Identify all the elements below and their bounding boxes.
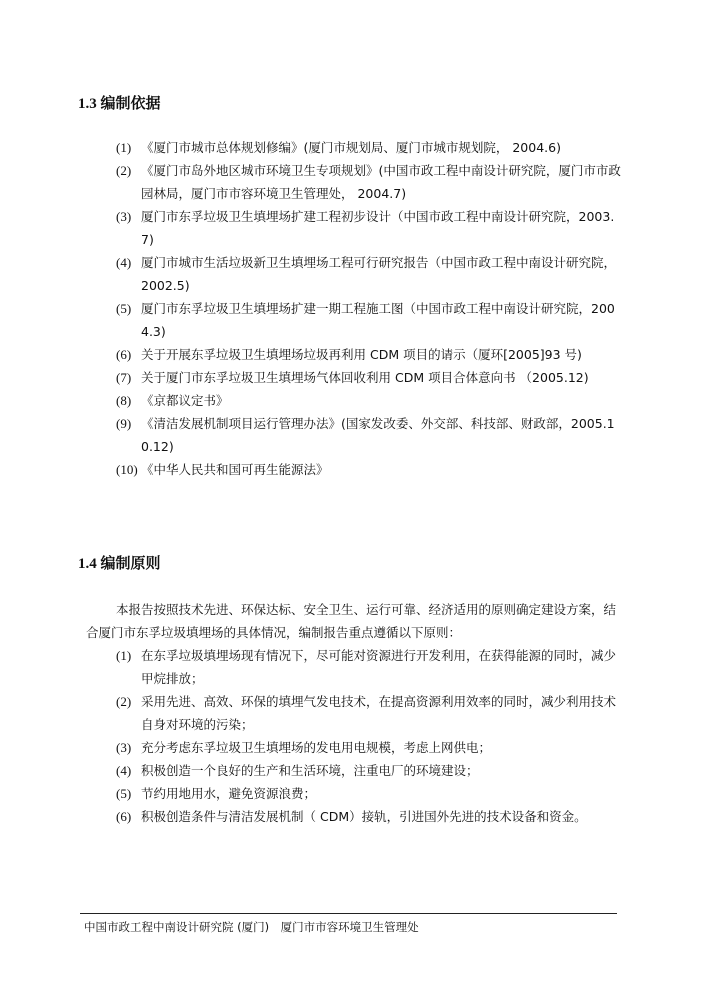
- item-number: (1): [116, 140, 132, 155]
- item-number: (5): [116, 301, 132, 316]
- principle-item: [0, 736, 621, 759]
- page-footer: 中国市政工程中南设计研究院 (厦门) 厦门市市容环境卫生管理处: [84, 920, 419, 934]
- item-text: 在东孚垃圾填埋场现有情况下，尽可能对资源进行开发利用，在获得能源的同时，减少甲烷排放；: [141, 648, 617, 686]
- item-text: 充分考虑东孚垃圾卫生填埋场的发电用电规模，考虑上网供电；: [141, 740, 492, 755]
- item-text: 厦门市东孚垃圾卫生填埋场扩建一期工程施工图（中国市政工程中南设计研究院，2004.3): [141, 301, 615, 339]
- principle-item: [0, 759, 621, 782]
- item-number: (6): [116, 809, 132, 824]
- reference-item: [0, 251, 621, 297]
- reference-item: [0, 366, 621, 389]
- item-number: (8): [116, 393, 132, 408]
- item-number: (5): [116, 786, 132, 801]
- reference-item: [0, 389, 621, 412]
- item-text: 厦门市城市生活垃圾新卫生填埋场工程可行研究报告（中国市政工程中南设计研究院，2002.5): [141, 255, 617, 293]
- principle-item: [0, 805, 621, 828]
- principles-list: [0, 644, 621, 828]
- item-text: 《京都议定书》: [141, 393, 229, 408]
- item-number: (10): [116, 462, 138, 477]
- item-number: (1): [116, 648, 132, 663]
- item-number: (6): [116, 347, 132, 362]
- item-text: 采用先进、高效、环保的填埋气发电技术，在提高资源利用效率的同时，减少利用技术自身对环境的污染；: [141, 694, 617, 732]
- item-number: (7): [116, 370, 132, 385]
- principle-item: [0, 690, 621, 736]
- item-number: (2): [116, 163, 132, 178]
- item-text: 厦门市东孚垃圾卫生填埋场扩建工程初步设计（中国市政工程中南设计研究院，2003.7): [141, 209, 615, 247]
- item-number: (4): [116, 763, 132, 778]
- section-heading-1-3: 1.3 编制依据: [78, 96, 161, 112]
- item-number: (2): [116, 694, 132, 709]
- item-text: 《中华人民共和国可再生能源法》: [141, 462, 329, 477]
- item-text: 关于开展东孚垃圾卫生填埋场垃圾再利用 CDM 项目的请示（厦环[2005]93 号): [141, 347, 582, 362]
- item-text: 《清洁发展机制项目运行管理办法》(国家发改委、外交部、科技部、财政部，2005.10.12): [141, 416, 615, 454]
- item-text: 《厦门市岛外地区城市环境卫生专项规划》(中国市政工程中南设计研究院，厦门市市政园林局，厦门市市容环境卫生管理处， 2004.7): [141, 163, 621, 201]
- reference-item: [0, 297, 621, 343]
- footer-divider: [80, 913, 617, 914]
- principle-item: [0, 644, 621, 690]
- item-text: 积极创造一个良好的生产和生活环境，注重电厂的环境建设；: [141, 763, 479, 778]
- principle-item: [0, 782, 621, 805]
- item-text: 关于厦门市东孚垃圾卫生填埋场气体回收利用 CDM 项目合体意向书 （2005.12): [141, 370, 589, 385]
- item-number: (9): [116, 416, 132, 431]
- item-number: (3): [116, 740, 132, 755]
- item-number: (4): [116, 255, 132, 270]
- item-text: 积极创造条件与清洁发展机制（ CDM）接轨，引进国外先进的技术设备和资金。: [141, 809, 587, 824]
- section-heading-1-4: 1.4 编制原则: [78, 556, 161, 572]
- reference-item: [0, 343, 621, 366]
- reference-item: [0, 458, 621, 481]
- reference-item: [0, 136, 621, 159]
- reference-item: [0, 159, 621, 205]
- principles-intro-paragraph: 本报告按照技术先进、环保达标、安全卫生、运行可靠、经济适用的原则确定建设方案，结合厦门市东孚垃圾填埋场的具体情况，编制报告重点遵循以下原则：: [86, 602, 617, 640]
- item-number: (3): [116, 209, 132, 224]
- item-text: 《厦门市城市总体规划修编》(厦门市规划局、厦门市城市规划院， 2004.6): [141, 140, 561, 155]
- item-text: 节约用地用水，避免资源浪费；: [141, 786, 317, 801]
- reference-item: [0, 412, 621, 458]
- references-list: [0, 136, 621, 481]
- reference-item: [0, 205, 621, 251]
